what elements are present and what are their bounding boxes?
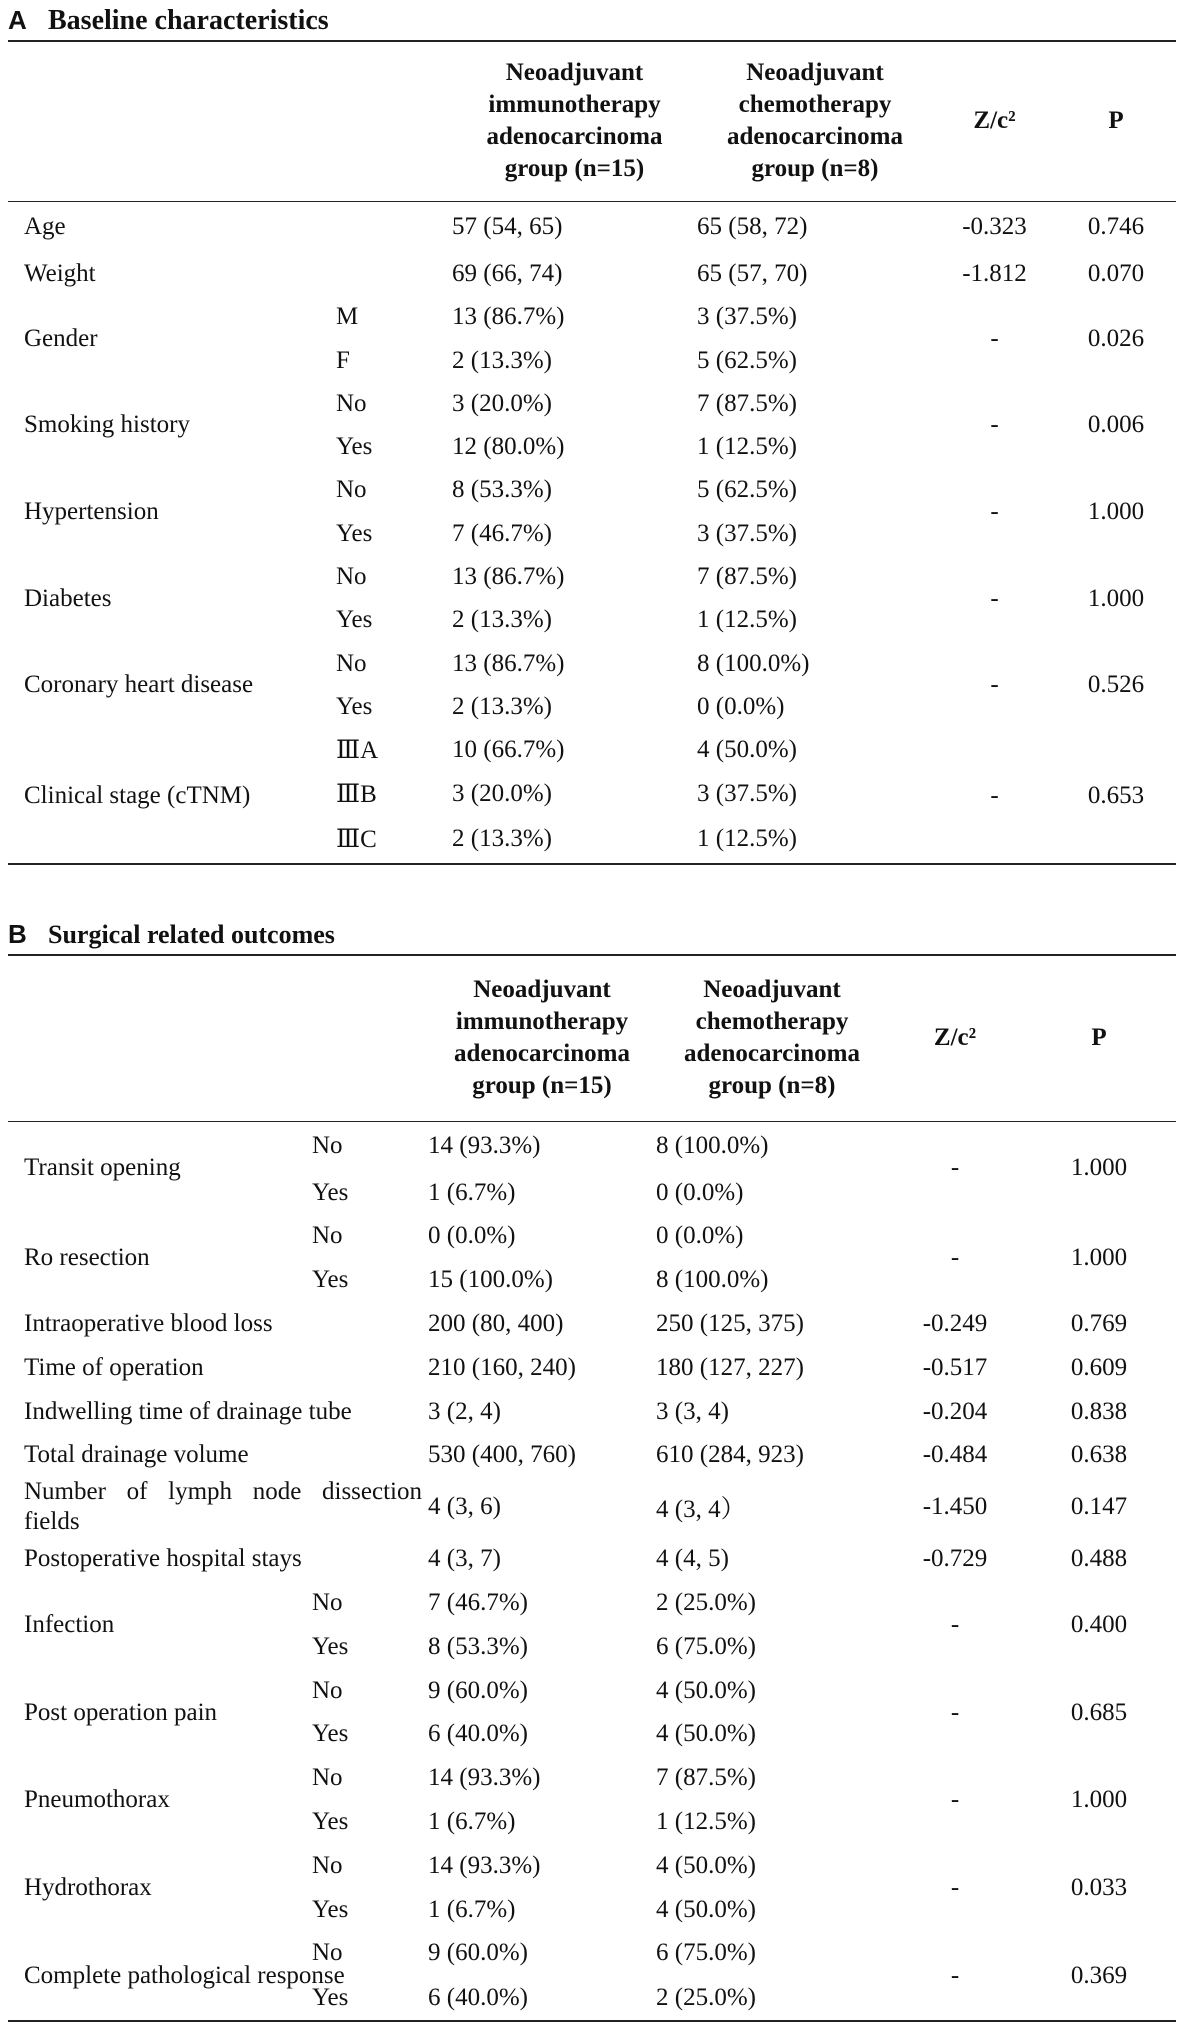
cell-immunotherapy: 8 (53.3%)	[428, 1632, 528, 1660]
cell-z: -	[950, 1244, 960, 1272]
row-sublabel: M	[336, 303, 359, 331]
cell-immunotherapy: 15 (100.0%)	[428, 1266, 553, 1294]
cell-p: 0.769	[1070, 1310, 1128, 1338]
row-sublabel: No	[312, 1676, 343, 1704]
table-row	[8, 252, 1176, 295]
cell-p: 0.026	[1087, 324, 1145, 352]
row-sublabel: ⅢC	[336, 826, 377, 854]
row-label: Hypertension	[24, 498, 159, 526]
cell-immunotherapy: 14 (93.3%)	[428, 1851, 541, 1879]
cell-chemotherapy: 4 (50.0%)	[656, 1676, 756, 1704]
cell-immunotherapy: 6 (40.0%)	[428, 1983, 528, 2011]
cell-immunotherapy: 13 (86.7%)	[452, 649, 565, 677]
cell-chemotherapy: 65 (58, 72)	[697, 212, 808, 240]
cell-chemotherapy: 65 (57, 70)	[697, 259, 808, 287]
header-chemotherapy: Neoadjuvant chemotherapy adenocarcinoma group (n=8)	[656, 955, 888, 1121]
table-row	[8, 1477, 1176, 1537]
cell-p: 0.653	[1087, 782, 1145, 809]
cell-chemotherapy: 4 (50.0%)	[656, 1851, 756, 1879]
table-row	[8, 1215, 1176, 1259]
cell-immunotherapy: 8 (53.3%)	[452, 476, 552, 504]
cell-chemotherapy: 1 (12.5%)	[697, 825, 797, 853]
cell-chemotherapy: 8 (100.0%)	[697, 649, 810, 677]
cell-chemotherapy: 6 (75.0%)	[656, 1939, 756, 1967]
row-sublabel: Yes	[336, 606, 373, 634]
cell-p: 0.638	[1070, 1441, 1128, 1469]
cell-chemotherapy: 2 (25.0%)	[656, 1983, 756, 2011]
row-label: Time of operation	[24, 1353, 204, 1381]
header-immunotherapy: Neoadjuvant immunotherapy adenocarcinoma group (n=15)	[452, 41, 697, 201]
cell-chemotherapy: 7 (87.5%)	[697, 563, 797, 591]
row-sublabel: No	[336, 563, 367, 591]
table-row	[8, 1581, 1176, 1625]
cell-p: 0.006	[1087, 411, 1145, 439]
cell-chemotherapy: 250 (125, 375)	[656, 1310, 804, 1338]
cell-z: -	[990, 498, 999, 526]
table-row	[8, 1390, 1176, 1434]
cell-immunotherapy: 6 (40.0%)	[428, 1720, 528, 1748]
cell-immunotherapy: 530 (400, 760)	[428, 1441, 576, 1469]
cell-chemotherapy: 3 (37.5%)	[697, 779, 797, 807]
cell-z: -	[990, 782, 999, 809]
row-sublabel: Yes	[312, 1895, 349, 1923]
row-sublabel: No	[336, 476, 367, 504]
cell-chemotherapy: 2 (25.0%)	[656, 1589, 756, 1617]
table-row	[8, 382, 1176, 425]
row-label: Diabetes	[24, 584, 112, 612]
cell-chemotherapy: 6 (75.0%)	[656, 1632, 756, 1660]
header-chemotherapy: Neoadjuvant chemotherapy adenocarcinoma group (n=8)	[697, 41, 933, 201]
cell-z: -0.517	[922, 1353, 988, 1381]
header-blank	[8, 955, 428, 1121]
cell-p: 0.488	[1070, 1545, 1128, 1573]
cell-immunotherapy: 7 (46.7%)	[428, 1589, 528, 1617]
section-b-heading	[8, 914, 1176, 954]
cell-immunotherapy: 210 (160, 240)	[428, 1353, 576, 1381]
cell-chemotherapy: 4 (4, 5)	[656, 1545, 729, 1573]
cell-chemotherapy: 3 (3, 4)	[656, 1397, 729, 1425]
cell-z: -	[950, 1786, 960, 1814]
row-label: Pneumothorax	[24, 1786, 170, 1814]
cell-z: -	[950, 1154, 960, 1182]
cell-z: -0.249	[922, 1310, 988, 1338]
cell-z: -	[950, 1873, 960, 1901]
cell-immunotherapy: 3 (20.0%)	[452, 389, 552, 417]
row-label: Infection	[24, 1610, 115, 1638]
row-sublabel: No	[312, 1764, 343, 1792]
header-z: Z/c²	[888, 955, 1022, 1121]
row-label: Postoperative hospital stays	[24, 1545, 302, 1573]
section-b	[8, 914, 1176, 2022]
table-row	[8, 1302, 1176, 1346]
cell-p: 1.000	[1070, 1154, 1128, 1182]
row-sublabel: No	[312, 1851, 343, 1879]
cell-z: -	[950, 1698, 960, 1726]
cell-immunotherapy: 13 (86.7%)	[452, 563, 565, 591]
row-sublabel: Yes	[312, 1808, 349, 1836]
cell-z: -	[950, 1610, 960, 1638]
cell-p: 0.746	[1087, 212, 1145, 240]
section-a-title: Baseline characteristics	[48, 5, 329, 36]
table-row	[8, 1669, 1176, 1713]
section-a-letter: A	[8, 5, 27, 35]
section-b-letter: B	[8, 919, 27, 949]
cell-immunotherapy: 1 (6.7%)	[428, 1895, 516, 1923]
row-sublabel: No	[312, 1589, 343, 1617]
cell-p: 0.033	[1070, 1873, 1128, 1901]
row-label: Smoking history	[24, 411, 190, 439]
cell-immunotherapy: 200 (80, 400)	[428, 1310, 564, 1338]
row-sublabel: Yes	[312, 1720, 349, 1748]
cell-p: 1.000	[1087, 584, 1145, 612]
row-sublabel: Yes	[336, 433, 373, 461]
row-label: Age	[24, 212, 66, 240]
cell-immunotherapy: 3 (2, 4)	[428, 1397, 501, 1425]
cell-immunotherapy: 1 (6.7%)	[428, 1178, 516, 1206]
row-sublabel: Yes	[336, 692, 373, 720]
row-label: Total drainage volume	[24, 1441, 249, 1469]
cell-p: 0.369	[1070, 1961, 1128, 1989]
cell-z: -1.450	[922, 1493, 988, 1521]
cell-z: -	[950, 1961, 960, 1989]
row-label: Intraoperative blood loss	[24, 1310, 273, 1338]
cell-p: 0.685	[1070, 1698, 1128, 1726]
cell-p: 0.609	[1070, 1353, 1128, 1381]
table-row	[8, 555, 1176, 598]
table-row	[8, 1537, 1176, 1581]
cell-chemotherapy: 5 (62.5%)	[697, 476, 797, 504]
cell-z: -	[990, 411, 999, 439]
cell-immunotherapy: 4 (3, 6)	[428, 1493, 501, 1521]
cell-immunotherapy: 10 (66.7%)	[452, 736, 565, 764]
cell-immunotherapy: 1 (6.7%)	[428, 1808, 516, 1836]
row-label: Hydrothorax	[24, 1873, 152, 1901]
cell-z: -	[990, 671, 999, 699]
row-sublabel: ⅢB	[336, 780, 377, 808]
cell-chemotherapy: 4 (50.0%)	[656, 1720, 756, 1748]
table-row	[8, 1932, 1176, 1976]
cell-chemotherapy: 4 (50.0%)	[697, 736, 797, 764]
cell-chemotherapy: 0 (0.0%)	[656, 1178, 744, 1206]
cell-p: 0.400	[1070, 1610, 1128, 1638]
cell-chemotherapy: 1 (12.5%)	[697, 606, 797, 634]
table-row	[8, 1756, 1176, 1800]
row-sublabel: Yes	[312, 1632, 349, 1660]
header-z: Z/c²	[933, 41, 1056, 201]
table-row	[8, 642, 1176, 685]
cell-z: -	[990, 584, 999, 612]
table-row	[8, 1434, 1176, 1478]
cell-immunotherapy: 2 (13.3%)	[452, 825, 552, 853]
section-a-heading	[8, 0, 1176, 40]
table-row	[8, 1346, 1176, 1390]
cell-p: 1.000	[1087, 498, 1145, 526]
cell-chemotherapy: 8 (100.0%)	[656, 1266, 769, 1294]
baseline-table	[8, 40, 1176, 865]
cell-z: -0.323	[962, 212, 1027, 240]
cell-p: 0.526	[1087, 671, 1145, 699]
header-p: P	[1056, 41, 1176, 201]
row-sublabel: Yes	[336, 519, 373, 547]
cell-immunotherapy: 7 (46.7%)	[452, 519, 552, 547]
cell-p: 0.147	[1070, 1493, 1128, 1521]
cell-chemotherapy: 8 (100.0%)	[656, 1132, 769, 1160]
surgical-outcomes-table	[8, 954, 1176, 2022]
row-label: Post operation pain	[24, 1698, 218, 1726]
row-sublabel: Yes	[312, 1983, 349, 2011]
cell-immunotherapy: 69 (66, 74)	[452, 259, 563, 287]
cell-z: -0.729	[922, 1545, 988, 1573]
cell-immunotherapy: 14 (93.3%)	[428, 1132, 541, 1160]
cell-immunotherapy: 9 (60.0%)	[428, 1939, 528, 1967]
cell-p: 1.000	[1070, 1244, 1128, 1272]
row-label: Weight	[24, 259, 96, 287]
cell-immunotherapy: 4 (3, 7)	[428, 1545, 501, 1573]
cell-z: -	[990, 324, 999, 352]
row-label: Transit opening	[24, 1154, 181, 1182]
header-blank	[8, 41, 452, 201]
cell-z: -0.204	[922, 1397, 988, 1425]
table-row	[8, 201, 1176, 252]
row-label: Number of lymph node dissection fields	[24, 1478, 422, 1536]
cell-chemotherapy: 4 (3, 4）	[656, 1496, 746, 1524]
row-sublabel: F	[336, 346, 350, 374]
cell-z: -0.484	[922, 1441, 988, 1469]
cell-chemotherapy: 7 (87.5%)	[656, 1764, 756, 1792]
table-row	[8, 296, 1176, 339]
row-sublabel: No	[312, 1132, 343, 1160]
header-p: P	[1022, 955, 1176, 1121]
cell-chemotherapy: 1 (12.5%)	[697, 433, 797, 461]
row-sublabel: No	[312, 1222, 343, 1250]
cell-chemotherapy: 3 (37.5%)	[697, 303, 797, 331]
cell-immunotherapy: 2 (13.3%)	[452, 606, 552, 634]
cell-chemotherapy: 5 (62.5%)	[697, 346, 797, 374]
cell-chemotherapy: 4 (50.0%)	[656, 1895, 756, 1923]
cell-p: 0.070	[1087, 259, 1145, 287]
table-row	[8, 729, 1176, 772]
row-sublabel: Yes	[312, 1266, 349, 1294]
row-label: Clinical stage (cTNM)	[24, 782, 251, 809]
cell-p: 0.838	[1070, 1397, 1128, 1425]
cell-chemotherapy: 0 (0.0%)	[697, 692, 785, 720]
table-row	[8, 1844, 1176, 1888]
row-label: Complete pathological response	[24, 1961, 345, 1989]
row-sublabel: Yes	[312, 1178, 349, 1206]
cell-immunotherapy: 2 (13.3%)	[452, 346, 552, 374]
header-immunotherapy: Neoadjuvant immunotherapy adenocarcinoma group (n=15)	[428, 955, 656, 1121]
cell-immunotherapy: 12 (80.0%)	[452, 433, 565, 461]
row-sublabel: ⅢA	[336, 737, 379, 765]
table-row	[8, 1121, 1176, 1171]
cell-p: 1.000	[1070, 1786, 1128, 1814]
table-row	[8, 469, 1176, 512]
cell-immunotherapy: 9 (60.0%)	[428, 1676, 528, 1704]
cell-immunotherapy: 0 (0.0%)	[428, 1222, 516, 1250]
cell-immunotherapy: 57 (54, 65)	[452, 212, 563, 240]
cell-chemotherapy: 3 (37.5%)	[697, 519, 797, 547]
cell-chemotherapy: 7 (87.5%)	[697, 389, 797, 417]
row-sublabel: No	[336, 389, 367, 417]
section-b-title: Surgical related outcomes	[48, 920, 335, 949]
cell-immunotherapy: 2 (13.3%)	[452, 692, 552, 720]
row-label: Ro resection	[24, 1244, 150, 1272]
row-label: Gender	[24, 324, 98, 352]
cell-z: -1.812	[962, 259, 1027, 287]
cell-chemotherapy: 610 (284, 923)	[656, 1441, 804, 1469]
cell-chemotherapy: 0 (0.0%)	[656, 1222, 744, 1250]
cell-chemotherapy: 180 (127, 227)	[656, 1353, 804, 1381]
cell-immunotherapy: 3 (20.0%)	[452, 779, 552, 807]
cell-immunotherapy: 14 (93.3%)	[428, 1764, 541, 1792]
cell-immunotherapy: 13 (86.7%)	[452, 303, 565, 331]
row-sublabel: No	[312, 1939, 343, 1967]
row-label: Coronary heart disease	[24, 671, 254, 699]
cell-chemotherapy: 1 (12.5%)	[656, 1808, 756, 1836]
row-label: Indwelling time of drainage tube	[24, 1397, 352, 1425]
row-sublabel: No	[336, 649, 367, 677]
section-a	[8, 0, 1176, 865]
